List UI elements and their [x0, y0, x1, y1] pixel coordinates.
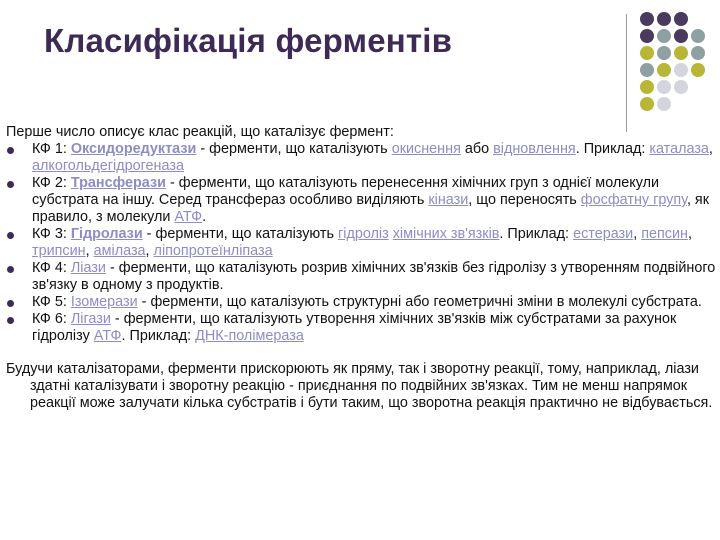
- item-text: - ферменти, що каталізують: [142, 226, 338, 242]
- decor-dot: [691, 46, 705, 60]
- enzyme-class-list: [6, 141, 718, 345]
- decor-dot: [674, 63, 688, 77]
- term-link[interactable]: амілаза: [93, 243, 146, 259]
- item-text: КФ 3:: [32, 226, 71, 242]
- term-link[interactable]: пепсин: [641, 226, 688, 242]
- bullet-icon: [7, 147, 14, 154]
- item-text: - ферменти, що каталізують: [196, 141, 392, 157]
- slide-body: [6, 124, 718, 412]
- enzyme-class-link[interactable]: Трансферази: [70, 175, 166, 191]
- list-item: [6, 175, 718, 226]
- item-text: . Приклад:: [575, 141, 650, 157]
- bullet-icon: [7, 317, 14, 324]
- term-link[interactable]: окиснення: [391, 141, 461, 157]
- list-item: [6, 226, 718, 260]
- decor-dot: [691, 29, 705, 43]
- decor-dot: [674, 46, 688, 60]
- item-text: . Приклад:: [121, 328, 196, 344]
- item-text: КФ 4:: [32, 260, 71, 276]
- item-text: , як правило, з молекули: [32, 192, 710, 225]
- item-text: ,: [708, 141, 713, 157]
- enzyme-class-link[interactable]: Гідролази: [70, 226, 143, 242]
- decor-dot: [674, 29, 688, 43]
- decor-dot: [640, 29, 654, 43]
- term-link[interactable]: Ізомерази: [70, 294, 138, 310]
- list-item: [6, 294, 718, 311]
- item-text: ,: [633, 226, 642, 242]
- item-text: - ферменти, що каталізують перенесення хімічних груп з однієї молекули субстрата на іншу. Серед трансфераз особливо виділяють: [32, 175, 660, 208]
- item-text: або: [460, 141, 494, 157]
- term-link[interactable]: ДНК-полімераза: [195, 328, 304, 344]
- decor-dot: [657, 97, 671, 111]
- term-link[interactable]: алкогольдегідрогеназа: [32, 158, 184, 174]
- term-link[interactable]: відновлення: [493, 141, 576, 157]
- item-text: , що переносять: [468, 192, 581, 208]
- term-link[interactable]: трипсин: [32, 243, 86, 259]
- item-text: КФ 6:: [32, 311, 71, 327]
- enzyme-class-link[interactable]: Оксидоредуктази: [70, 141, 197, 157]
- bullet-icon: [7, 181, 14, 188]
- term-link[interactable]: Ліази: [70, 260, 106, 276]
- item-text: ,: [687, 226, 692, 242]
- item-text: ,: [145, 243, 154, 259]
- decor-dot: [640, 97, 654, 111]
- item-text: КФ 2:: [32, 175, 71, 191]
- decor-dot: [657, 29, 671, 43]
- closing-paragraph: Будучи каталізаторами, ферменти прискорюють як пряму, так і зворотну реакції, тому, наприклад, ліази здатні каталізувати і зворотну реакцію - приєднання по подвійних зв'язках. Тим не менш напрямок реакції може залучати кілька субстратів і бути таким, що зворотна реакція практично не відбувається.: [6, 361, 713, 411]
- intro-text: Перше число описує клас реакцій, що каталізує фермент:: [6, 124, 394, 140]
- term-link[interactable]: Лігази: [70, 311, 111, 327]
- item-text: .: [202, 209, 207, 225]
- item-text: - ферменти, що каталізують розрив хімічних зв'язків без гідролізу з утворенням подвійного зв'язку в одному з продуктів.: [32, 260, 716, 293]
- list-item: [6, 141, 718, 175]
- term-link[interactable]: гідроліз: [338, 226, 389, 242]
- term-link[interactable]: хімічних зв'язків: [392, 226, 500, 242]
- decor-dot: [674, 80, 688, 94]
- decor-dot: [691, 63, 705, 77]
- term-link[interactable]: АТФ: [174, 209, 203, 225]
- decor-dot: [657, 63, 671, 77]
- decor-dot: [657, 46, 671, 60]
- divider-line: [626, 14, 627, 132]
- bullet-icon: [7, 300, 14, 307]
- list-item: [6, 260, 718, 294]
- item-text: КФ 1:: [32, 141, 71, 157]
- decor-dot: [640, 12, 654, 26]
- item-text: - ферменти, що каталізують структурні або геометричні зміни в молекулі субстрата.: [137, 294, 702, 310]
- decor-dot: [640, 46, 654, 60]
- term-link[interactable]: кінази: [428, 192, 469, 208]
- item-text: . Приклад:: [499, 226, 574, 242]
- item-text: - ферменти, що каталізують утворення хімічних зв'язків між субстратами за рахунок гідролізу: [32, 311, 677, 344]
- decor-dot: [657, 80, 671, 94]
- term-link[interactable]: АТФ: [93, 328, 122, 344]
- term-link[interactable]: естерази: [573, 226, 634, 242]
- decor-dot: [640, 63, 654, 77]
- bullet-icon: [7, 232, 14, 239]
- decor-dot: [674, 12, 688, 26]
- bullet-icon: [7, 266, 14, 273]
- item-text: ,: [85, 243, 94, 259]
- item-text: КФ 5:: [32, 294, 71, 310]
- term-link[interactable]: фосфатну групу: [580, 192, 687, 208]
- term-link[interactable]: ліпопротеїнліпаза: [153, 243, 273, 259]
- term-link[interactable]: каталаза: [649, 141, 709, 157]
- decorative-dot-grid: [640, 12, 720, 112]
- slide-title: Класифікація ферментів: [44, 22, 453, 59]
- list-item: [6, 311, 718, 345]
- decor-dot: [657, 12, 671, 26]
- decor-dot: [640, 80, 654, 94]
